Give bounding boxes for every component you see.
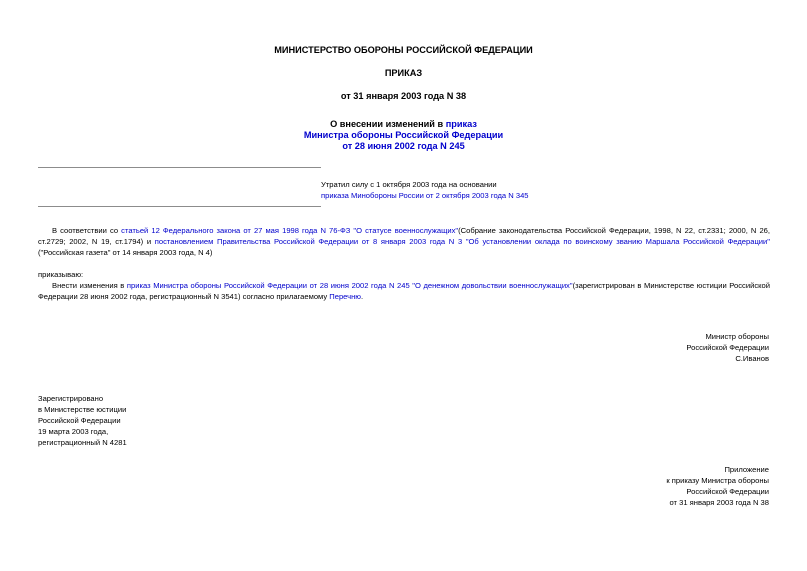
appendix-line-1: Приложение	[724, 465, 769, 474]
registration-line-2: в Министерстве юстиции	[38, 405, 127, 414]
signature-name: С.Иванов	[735, 354, 769, 363]
preamble-paragraph	[38, 225, 770, 258]
validity-note	[321, 179, 561, 201]
government-decree-link[interactable]: постановлением Правительства Российской Федерации от 8 января 2003 года N 3 "Об установлении оклада по воинскому званию Маршала Российской Федерации"	[154, 237, 770, 246]
subject-link-order[interactable]: приказ	[445, 119, 477, 129]
validity-note-text: Утратил силу с 1 октября 2003 года на основании	[321, 180, 497, 189]
law-article-link[interactable]: статьей 12 Федерального закона от 27 мая 1998 года N 76-ФЗ "О статусе военнослужащих"	[121, 226, 459, 235]
document-type: ПРИКАЗ	[384, 68, 423, 78]
registration-line-5: регистрационный N 4281	[38, 438, 127, 447]
registration-block	[38, 393, 127, 448]
preamble-text-1: В соответствии со	[52, 226, 122, 235]
document-date-number: от 31 января 2003 года N 38	[340, 91, 467, 101]
subject-prefix: О внесении изменений в	[330, 119, 446, 129]
registration-line-4: 19 марта 2003 года,	[38, 427, 109, 436]
subject-link-date[interactable]: от 28 июня 2002 года N 245	[342, 141, 465, 151]
appendix-line-4: от 31 января 2003 года N 38	[669, 498, 769, 507]
order-word: приказываю:	[38, 270, 84, 279]
appendix-block	[666, 464, 769, 508]
order-text-2: (зарегистрирован в Министерстве юстиции Российской Федерации 28 июня 2002 года, регистрационный N 3541) согласно прилагаемому	[38, 281, 771, 301]
list-link[interactable]: Перечню	[329, 292, 361, 301]
bottom-divider	[38, 206, 321, 207]
preamble-text-2: (Собрание законодательства Российской Федерации, 1998, N 22, ст.2331; 2000, N 26, ст.2729; 2002, N 19, ст.1794) и	[38, 226, 771, 246]
preamble-text-3: ("Российская газета" от 14 января 2003 года, N 4)	[38, 248, 213, 257]
document-subject	[0, 119, 807, 152]
registration-line-1: Зарегистрировано	[38, 394, 104, 403]
subject-link-minister[interactable]: Министра обороны Российской Федерации	[303, 130, 504, 140]
signature-country: Российской Федерации	[686, 343, 769, 352]
signature-block	[686, 331, 769, 364]
registration-line-3: Российской Федерации	[38, 416, 121, 425]
signature-position: Министр обороны	[705, 332, 769, 341]
validity-note-link[interactable]: приказа Минобороны России от 2 октября 2003 года N 345	[321, 191, 529, 200]
order-paragraph	[38, 280, 770, 302]
ministry-title: МИНИСТЕРСТВО ОБОРОНЫ РОССИЙСКОЙ ФЕДЕРАЦИИ	[274, 45, 533, 55]
top-divider	[38, 167, 321, 168]
appendix-line-3: Российской Федерации	[686, 487, 769, 496]
order-text-1: Внести изменения в	[52, 281, 127, 290]
order-text-3: .	[361, 292, 364, 301]
appendix-line-2: к приказу Министра обороны	[666, 476, 769, 485]
amended-order-link[interactable]: приказ Министра обороны Российской Федерации от 28 июня 2002 года N 245 "О денежном довольствии военнослужащих"	[126, 281, 573, 290]
